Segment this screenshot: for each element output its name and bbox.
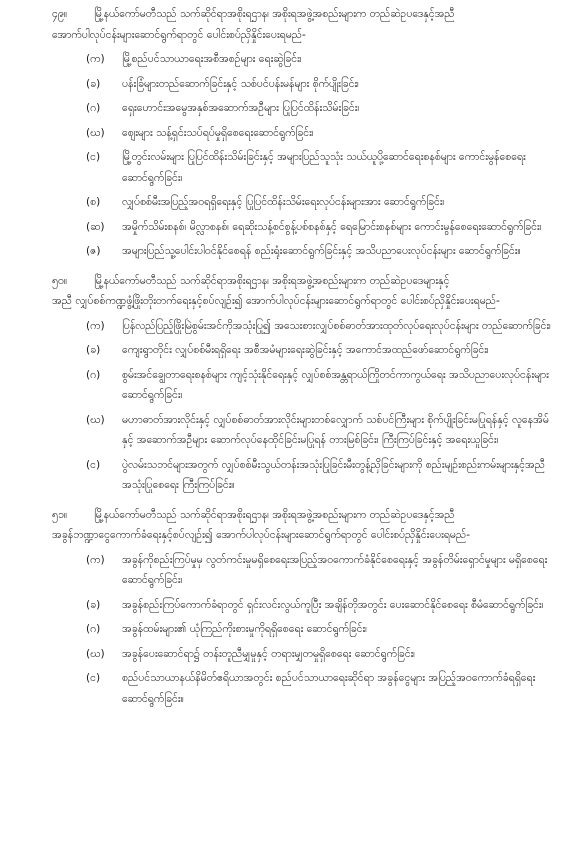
clause-section [52, 505, 553, 710]
clause-section [52, 271, 553, 496]
sub-clause-item [86, 147, 553, 188]
sub-clause-item [86, 340, 553, 361]
sub-clause-label: (င) [86, 151, 101, 163]
sub-clause-item [86, 644, 553, 665]
sub-clause-item [86, 365, 553, 406]
sub-clause-item [86, 455, 553, 496]
sub-clause-item [86, 550, 553, 591]
sub-clause-item [86, 595, 553, 616]
sub-clause-item [86, 98, 553, 119]
sub-clause-item [86, 217, 553, 238]
sub-clause-text: အခွန်ထမ်းများ၏ ယုံကြည်ကိုးစားမှုကိုရရှိစေရေး ဆောင်ရွက်ခြင်း၊ [122, 623, 367, 635]
sub-clause-label: (ခ) [86, 344, 101, 356]
sub-clause-text: ရှေးဟောင်းအမွေအနှစ်အဆောက်အဦများ ပြုပြင်ထိန်းသိမ်းခြင်း၊ [122, 102, 360, 114]
clause-intro-continuation: အခွန်ဘဏ္ဍာငွေကောက်ခံရေးနှင့်စပ်လျဉ်း၍ အောက်ပါလုပ်ငန်းများဆောင်ရွက်ရာတွင် ပေါင်းစပ်ညှိနှိုင်းပေးရမည်- [52, 529, 471, 541]
sub-clause-label: (ဂ) [86, 102, 101, 114]
sub-clause-text: စွမ်းအင်ချွေတာရေးစနစ်များ ကျင့်သုံးနိုင်ရေးနှင့် လျှပ်စစ်အန္တရာယ်ကြိုတင်ကာကွယ်ရေး အသိပညာပေးလုပ်ငန်းများဆောင်ရွက်ခြင်း၊ [122, 368, 549, 401]
sub-clause-text: အခွန်ပေးဆောင်ရာ၌ တန်းတူညီမျှမှုနှင့် တရားမျှတမှုရှိစေရေး ဆောင်ရွက်ခြင်း၊ [122, 647, 415, 660]
sub-clause-item [86, 192, 553, 213]
sub-clause-text: စည်ပင်သာယာနယ်နိမိတ်ဧရိယာအတွင်း စည်ပင်သာယာရေးဆိုင်ရာ အခွန်ငွေများ အပြည့်အဝကောက်ခံရရှိရေး ဆောင်ရွက်ခြင်း။ [122, 672, 536, 705]
sub-clause-text: မဟာဓာတ်အားလိုင်းနှင့် လျှပ်စစ်ဓာတ်အားလိုင်းများတစ်လျှောက် သစ်ပင်ကြီးများ စိုက်ပျိုးခြင်းမပြုရန်နှင့် လူနေအိမ်နှင့် အဆောက်အဦများ ဆောက်လုပ်နေထိုင်ခြင်းမပြုရန် တားမြစ်ခြင်း၊ ကြီးကြပ်ခြင်းနှင့် အရေးယူခြင်း၊ [122, 413, 549, 446]
sub-clause-item [86, 49, 553, 70]
sub-clause-text: အခွန်ကိုစည်းကြပ်မှုမှ လွတ်ကင်းမှုမရှိစေရေးအပြည့်အဝကောက်ခံနိုင်စေရေးနှင့် အခွန်တိမ်းရှောင်မှုများ မရှိစေရေး ဆောင်ရွက်ခြင်း၊ [122, 553, 548, 586]
sub-clause-label: (က) [86, 553, 105, 566]
sub-clause-label: (ဂ) [86, 368, 101, 381]
clause-number: ၅၁။ [52, 508, 68, 521]
sub-clause-text: ပန်းခြံများတည်ဆောက်ခြင်းနှင့် သစ်ပင်ပန်းမန်များ စိုက်ပျိုးခြင်း၊ [122, 77, 359, 90]
clause-section [52, 4, 553, 262]
clause-number: ၅၀။ [52, 274, 68, 287]
sub-clause-text: မြို့တွင်းလမ်းများ ပြုပြင်ထိန်းသိမ်းခြင်းနှင့် အများပြည်သူသုံး သယ်ယူပို့ဆောင်ရေးစနစ်များ ကောင်းမွန်စေရေးဆောင်ရွက်ခြင်း၊ [122, 151, 526, 184]
sub-clause-item [86, 123, 553, 144]
clause-heading [52, 505, 553, 526]
sub-clause-label: (ဃ) [86, 413, 105, 426]
sub-clause-text: ပြန်လည်ပြည့်ဖြိုးမြဲစွမ်းအင်ကိုအသုံးပြု၍ အသေးစားလျှပ်စစ်ဓာတ်အားထုတ်လုပ်ရေးလုပ်ငန်းများ တည်ဆောက်ခြင်း၊ [122, 319, 551, 332]
sub-clause-item [86, 619, 553, 640]
sub-clause-text: အများပြည်သူ့ပေါင်းပါဝင်နိုင်စေရန် စည်းရုံးဆောင်ရွက်ခြင်းနှင့် အသိပညာပေးလုပ်ငန်းများ ဆောင်ရွက်ခြင်း။ [122, 245, 521, 257]
clause-heading [52, 271, 553, 292]
clause-number: ၄၉။ [52, 8, 68, 20]
clause-intro-continuation: အညီ လျှပ်စစ်ကဏ္ဍဖွံ့ဖြိုးတိုးတက်ရေးနှင့်စပ်လျဉ်း၍ အောက်ပါလုပ်ငန်းများဆောင်ရွက်ရာတွင် ပေါင်းစပ်ညှိနှိုင်းပေးရမည်- [52, 295, 500, 307]
sub-clause-label: (င) [86, 672, 101, 684]
clause-intro-first-line: မြို့နယ်ကော်မတီသည် သက်ဆိုင်ရာအစိုးရဌာန၊ အစိုးရအဖွဲ့အစည်းများက တည်ဆဲဥပဒေနှင့်အညီ [94, 508, 455, 521]
sub-clause-text: အခွန်စည်းကြပ်ကောက်ခံရာတွင် ရှင်းလင်းလွယ်ကူပြီး အချိန်တိုအတွင်း ပေးဆောင်နိုင်စေရေး စီမံဆောင်ရွက်ခြင်း၊ [122, 598, 544, 611]
clause-intro-continuation: အောက်ပါလုပ်ငန်းများဆောင်ရွက်ရာတွင် ပေါင်းစပ်ညှိနှိုင်းပေးရမည်- [52, 28, 306, 41]
clause-intro-first-line: မြို့နယ်ကော်မတီသည် သက်ဆိုင်ရာအစိုးရဌာန၊ အစိုးရအဖွဲ့အစည်းများက တည်ဆဲဥပဒေများနှင့် [94, 274, 450, 287]
sub-clause-label: (င) [86, 458, 101, 471]
sub-clause-item [86, 668, 553, 709]
sub-clause-text: ဈေးများ သန့်ရှင်းသပ်ရပ်မှုရှိစေရေးဆောင်ရွက်ခြင်း၊ [122, 126, 314, 139]
sub-clause-label: (ဃ) [86, 126, 105, 139]
sub-clause-text: လျှပ်စစ်မီးအပြည့်အဝရရှိရေးနှင့် ပြုပြင်ထိန်းသိမ်းရေးလုပ်ငန်းများအား ဆောင်ရွက်ခြင်း၊ [122, 196, 445, 208]
sub-clause-label: (က) [86, 53, 105, 65]
sub-clause-item [86, 74, 553, 95]
sub-clause-item [86, 316, 553, 337]
sub-clause-text: ကျေးရွာတိုင်း လျှပ်စစ်မီးရရှိရေး အစီအမံများရေးဆွဲခြင်းနှင့် အကောင်အထည်ဖော်ဆောင်ရွက်ခြင်း၊ [122, 344, 489, 356]
clause-intro-first-line: မြို့နယ်ကော်မတီသည် သက်ဆိုင်ရာအစိုးရဌာန၊ အစိုးရအဖွဲ့အစည်းများက တည်ဆဲဥပဒေနှင့်အညီ [94, 8, 455, 20]
sub-clause-label: (ဆ) [86, 220, 105, 233]
sub-clause-item [86, 410, 553, 451]
sub-clause-label: (ခ) [86, 77, 101, 90]
sub-clause-text: အမှိုက်သိမ်းစနစ်၊ မိလ္လာစနစ်၊ ရေဆိုးသန့်စင်စွန့်ပစ်စနစ်နှင့် ရေမြောင်းစနစ်များ ကောင်းမွန်စေရေးဆောင်ရွက်ခြင်း၊ [122, 220, 542, 233]
sub-clause-text: ပွဲလမ်းသဘင်များအတွက် လျှပ်စစ်မီးသွယ်တန်းအသုံးပြုခြင်းမီးတွန့်ညှိခြင်းများကို စည်းမျဉ်းစည်းကမ်းများနှင့်အညီ အသုံးပြုစေရေး ကြီးကြပ်ခြင်း။ [122, 458, 545, 491]
sub-clause-label: (ဇ) [86, 245, 101, 257]
sub-clause-text: မြို့စည်ပင်သာယာရေးအစီအစဉ်များ ရေးဆွဲခြင်း၊ [122, 53, 302, 65]
sub-clause-label: (ဂ) [86, 623, 101, 635]
sub-clause-label: (ဃ) [86, 647, 105, 660]
sub-clause-label: (ခ) [86, 598, 101, 611]
sub-clause-label: (က) [86, 319, 105, 332]
clause-heading [52, 4, 553, 25]
sub-clause-item [86, 241, 553, 262]
sub-clause-label: (စ) [86, 196, 101, 208]
